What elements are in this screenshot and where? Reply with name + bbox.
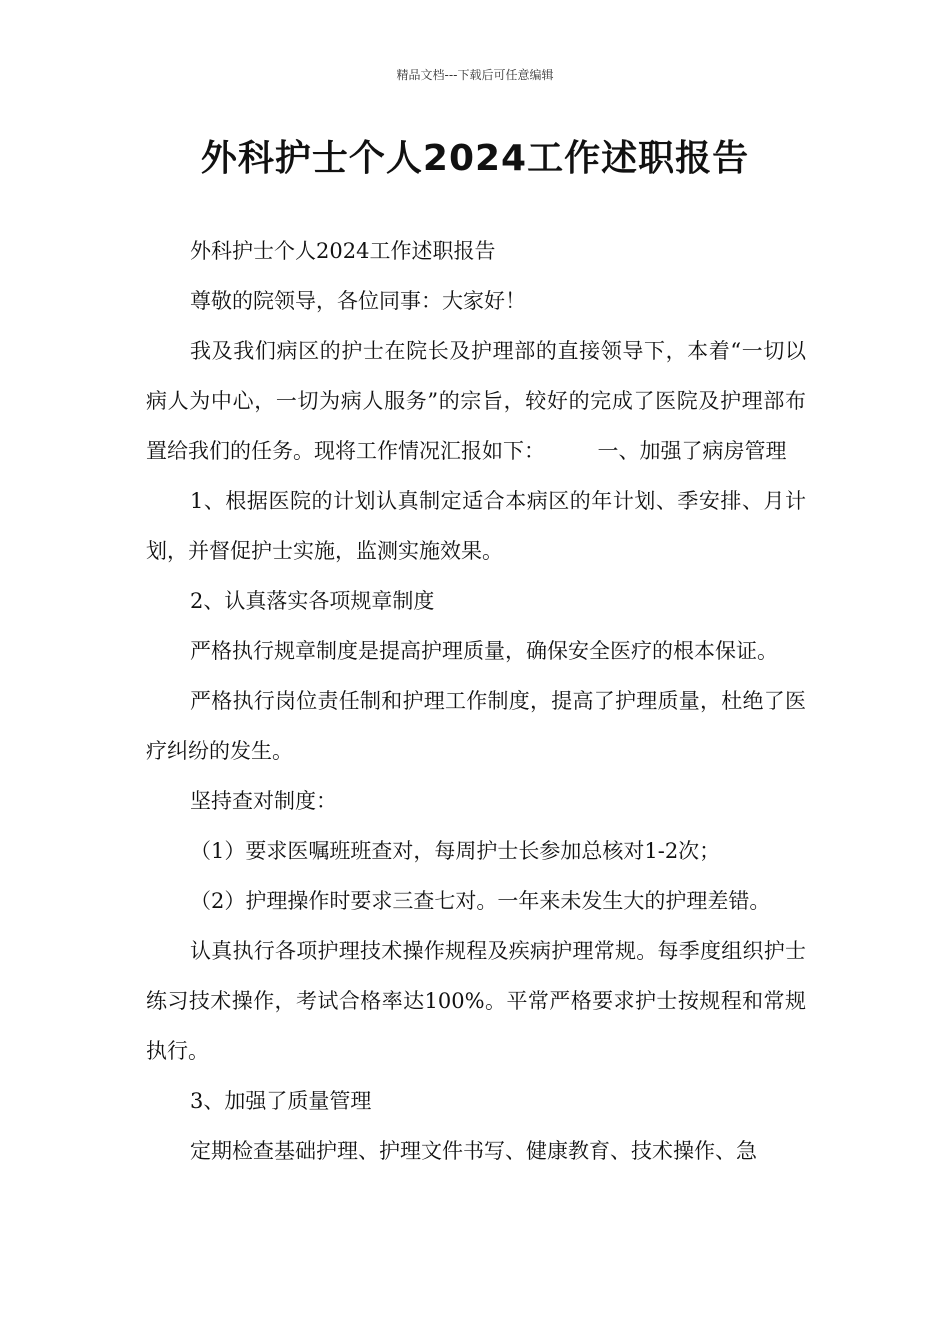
paragraph-rules: 严格执行规章制度是提高护理质量，确保安全医疗的根本保证。 <box>190 639 778 663</box>
paragraph-check-system: 坚持查对制度： <box>190 789 337 813</box>
paragraph-intro: 我及我们病区的护士在院长及护理部的直接领导下，本着“一切以病人为中心，一切为病人服务”的宗旨，较好的完成了医院及护理部布置给我们的任务。现将工作情况汇报如下： 一、加强了病房管理 <box>146 339 806 463</box>
document-title: 外科护士个人2024工作述职报告 <box>200 138 750 179</box>
paragraph-item-2-heading: 2、认真落实各项规章制度 <box>190 589 435 613</box>
header-note: 精品文档---下载后可任意编辑 <box>396 68 554 82</box>
paragraph-doc-subtitle: 外科护士个人2024工作述职报告 <box>190 239 496 263</box>
paragraph-quality-check: 定期检查基础护理、护理文件书写、健康教育、技术操作、急 <box>190 1139 757 1163</box>
paragraph-responsibility: 严格执行岗位责任制和护理工作制度，提高了护理质量，杜绝了医疗纠纷的发生。 <box>146 689 806 763</box>
paragraph-item-1: 1、根据医院的计划认真制定适合本病区的年计划、季安排、月计划，并督促护士实施，监测实施效果。 <box>146 489 806 563</box>
paragraph-greeting: 尊敬的院领导，各位同事：大家好！ <box>190 289 526 313</box>
paragraph-check-2: （2）护理操作时要求三查七对。一年来未发生大的护理差错。 <box>190 889 771 913</box>
paragraph-check-1: （1）要求医嘱班班查对，每周护士长参加总核对1-2次； <box>190 839 721 863</box>
paragraph-item-3-heading: 3、加强了质量管理 <box>190 1089 372 1113</box>
document-body <box>146 226 806 1176</box>
paragraph-technique: 认真执行各项护理技术操作规程及疾病护理常规。每季度组织护士练习技术操作，考试合格率达100%。平常严格要求护士按规程和常规执行。 <box>146 939 806 1063</box>
